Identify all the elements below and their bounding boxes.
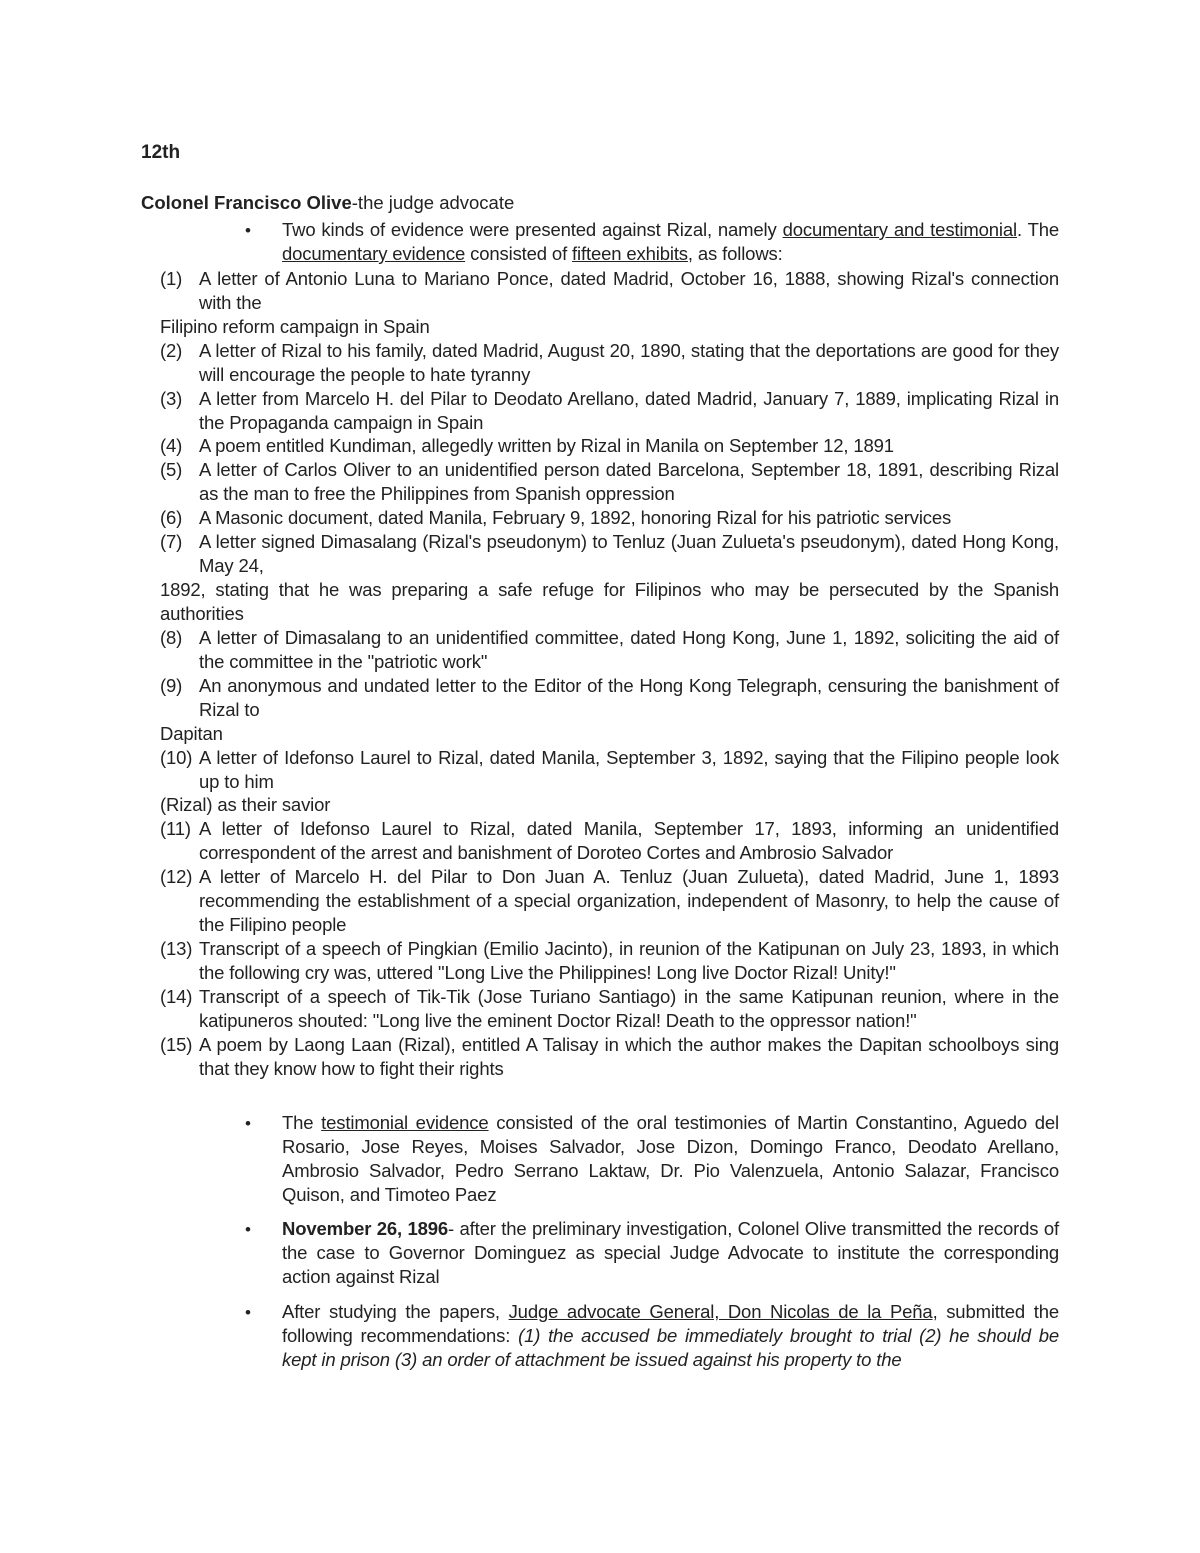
bullet-evidence-kinds: [282, 218, 1059, 266]
bullet-recommendations: [282, 1300, 1059, 1372]
exhibit-item: [160, 434, 1059, 458]
exhibit-item: [160, 339, 1059, 387]
exhibit-item: [160, 674, 1059, 722]
exhibit-item: [160, 530, 1059, 578]
bullet-testimonial-evidence: [282, 1111, 1059, 1207]
exhibit-number: (11): [160, 818, 191, 839]
underlined-text: fifteen exhibits: [572, 243, 688, 264]
exhibit-item: [160, 746, 1059, 794]
exhibit-text: A letter of Carlos Oliver to an unidentified person dated Barcelona, September 18, 1891, describing Rizal as the man to free the Philippines from Spanish oppression: [199, 459, 1059, 504]
exhibit-item: [160, 387, 1059, 435]
exhibit-number: (1): [160, 268, 183, 289]
subheading-role: -the judge advocate: [351, 192, 515, 213]
exhibit-item: [160, 506, 1059, 530]
exhibit-continuation: (Rizal) as their savior: [160, 794, 331, 815]
exhibit-text: A letter of Antonio Luna to Mariano Ponce, dated Madrid, October 16, 1888, showing Rizal's connection with the: [199, 268, 1059, 313]
exhibit-item: [160, 937, 1059, 985]
exhibit-continuation: Filipino reform campaign in Spain: [160, 316, 430, 337]
exhibit-item: [160, 1033, 1059, 1081]
bullet-icon: •: [245, 1220, 251, 1239]
exhibit-number: (3): [160, 388, 183, 409]
underlined-text: documentary and testimonial: [782, 219, 1017, 240]
section-subheading: [141, 191, 514, 215]
italic-text: (1) the accused be immediately brought to trial (2) he should be kept in prison (3) an order of attachment be issued against his property to the: [282, 1325, 1059, 1370]
text-run: - after the preliminary investigation, Colonel Olive transmitted the records of the case to Governor Dominguez as special Judge Advocate to institute the corresponding action against Rizal: [282, 1218, 1059, 1287]
exhibit-text: A letter of Idefonso Laurel to Rizal, dated Manila, September 3, 1892, saying that the Filipino people look up to him: [199, 747, 1059, 792]
underlined-text: testimonial evidence: [321, 1112, 489, 1133]
exhibit-number: (10): [160, 747, 193, 768]
exhibit-text: A letter signed Dimasalang (Rizal's pseudonym) to Tenluz (Juan Zulueta's pseudonym), dated Hong Kong, May 24,: [199, 531, 1059, 576]
exhibit-number: (2): [160, 340, 183, 361]
exhibit-text: A letter of Marcelo H. del Pilar to Don Juan A. Tenluz (Juan Zulueta), dated Madrid, June 1, 1893 recommending the establishment of a special organization, independent of Masonry, to help the cause of the Filipino people: [199, 866, 1059, 935]
exhibit-item: [160, 267, 1059, 315]
bold-date: November 26, 1896: [282, 1218, 449, 1239]
exhibit-number: (12): [160, 866, 193, 887]
text-run: The: [282, 1112, 322, 1133]
bullet-icon: •: [245, 221, 251, 240]
bullet-november-26: [282, 1217, 1059, 1289]
exhibit-number: (9): [160, 675, 183, 696]
exhibit-number: (6): [160, 507, 183, 528]
exhibit-item: [160, 458, 1059, 506]
exhibit-item: [160, 626, 1059, 674]
exhibit-text: Transcript of a speech of Pingkian (Emilio Jacinto), in reunion of the Katipunan on July 23, 1893, in which the following cry was, uttered "Long Live the Philippines! Long live Doctor Rizal! Unity!": [199, 938, 1059, 983]
exhibit-text: A letter of Idefonso Laurel to Rizal, dated Manila, September 17, 1893, informing an unidentified correspondent of the arrest and banishment of Doroteo Cortes and Ambrosio Salvador: [199, 818, 1059, 863]
exhibit-continuation: Dapitan: [160, 723, 223, 744]
exhibit-text: Transcript of a speech of Tik-Tik (Jose Turiano Santiago) in the same Katipunan reunion, where in the katipuneros shouted: "Long live the eminent Doctor Rizal! Death to the oppressor nation!": [199, 986, 1059, 1031]
exhibit-number: (15): [160, 1034, 193, 1055]
text-run: consisted of: [465, 243, 573, 264]
exhibit-item: [160, 985, 1059, 1033]
exhibit-text: A letter of Rizal to his family, dated Madrid, August 20, 1890, stating that the deportations are good for they will encourage the people to hate tyranny: [199, 340, 1059, 385]
exhibit-number: (14): [160, 986, 193, 1007]
exhibit-number: (8): [160, 627, 183, 648]
exhibit-text: A letter from Marcelo H. del Pilar to Deodato Arellano, dated Madrid, January 7, 1889, implicating Rizal in the Propaganda campaign in Spain: [199, 388, 1059, 433]
exhibit-item: [160, 817, 1059, 865]
exhibit-number: (13): [160, 938, 193, 959]
text-run: Two kinds of evidence were presented against Rizal, namely: [282, 219, 783, 240]
exhibit-item: [160, 865, 1059, 937]
subheading-name: Colonel Francisco Olive: [141, 192, 352, 213]
page-heading: 12th: [141, 142, 181, 163]
exhibit-text: An anonymous and undated letter to the Editor of the Hong Kong Telegraph, censuring the banishment of Rizal to: [199, 675, 1059, 720]
bullet-icon: •: [245, 1114, 251, 1133]
underlined-text: documentary evidence: [282, 243, 466, 264]
exhibit-text: A Masonic document, dated Manila, February 9, 1892, honoring Rizal for his patriotic services: [199, 507, 952, 528]
exhibit-number: (7): [160, 531, 183, 552]
exhibit-number: (5): [160, 459, 183, 480]
text-run: After studying the papers,: [282, 1301, 509, 1322]
underlined-text: Judge advocate General, Don Nicolas de la Peña: [508, 1301, 933, 1322]
bullet-icon: •: [245, 1303, 251, 1322]
exhibit-text: A poem entitled Kundiman, allegedly written by Rizal in Manila on September 12, 1891: [199, 435, 894, 456]
text-run: consisted of the oral testimonies of Martin Constantino, Aguedo del Rosario, Jose Reyes, Moises Salvador, Jose Dizon, Domingo Franco, Deodato Arellano, Ambrosio Salvador, Pedro Serrano Laktaw, Dr. Pio Valenzuela, Antonio Salazar, Francisco Quison, and Timoteo Paez: [282, 1112, 1060, 1205]
exhibit-continuation: 1892, stating that he was preparing a safe refuge for Filipinos who may be persecuted by the Spanish authorities: [160, 579, 1059, 624]
text-run: , as follows:: [687, 243, 783, 264]
exhibit-number: (4): [160, 435, 183, 456]
exhibit-text: A poem by Laong Laan (Rizal), entitled A Talisay in which the author makes the Dapitan schoolboys sing that they know how to fight their rights: [199, 1034, 1059, 1079]
text-run: , submitted the following recommendations:: [282, 1301, 1059, 1346]
text-run: . The: [1016, 219, 1060, 240]
exhibit-text: A letter of Dimasalang to an unidentified committee, dated Hong Kong, June 1, 1892, soliciting the aid of the committee in the "patriotic work": [199, 627, 1059, 672]
